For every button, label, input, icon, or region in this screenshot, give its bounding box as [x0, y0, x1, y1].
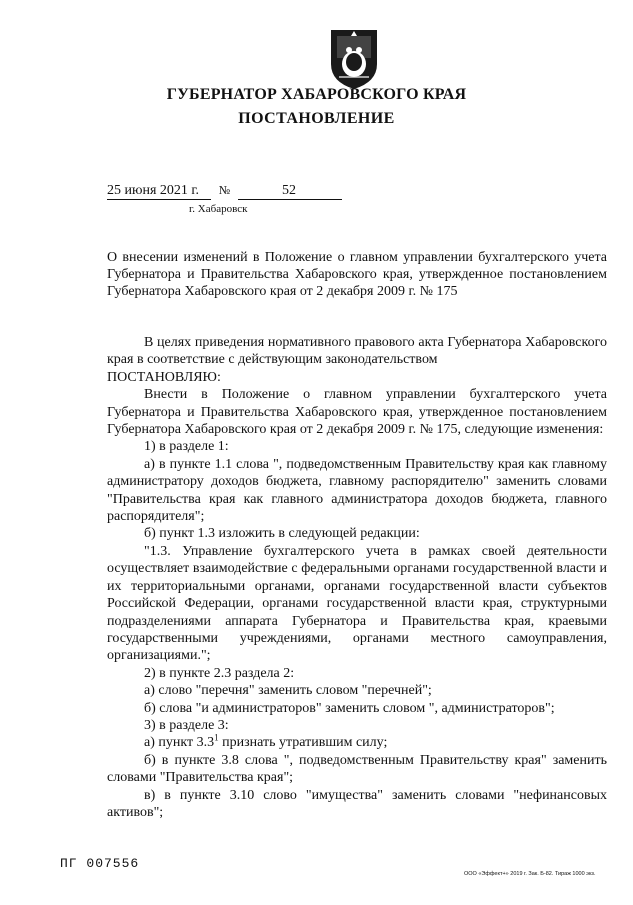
body-paragraph: а) слово "перечня" заменить словом "перечней";: [144, 683, 432, 699]
body-paragraph: б) в пункте 3.8 слова ", подведомственным Правительству края" заменить словами "Правительства края";: [107, 752, 607, 786]
form-code: ПГ 007556: [60, 856, 140, 871]
body-paragraph: б) пункт 1.3 изложить в следующей редакции:: [144, 526, 420, 542]
body-text: а) пункт 3.3: [144, 735, 215, 751]
document-date: 25 июня 2021 г.: [107, 183, 211, 200]
document-city: г. Хабаровск: [189, 203, 248, 215]
document-type: ПОСТАНОВЛЕНИЕ: [238, 110, 395, 127]
document-body: [107, 334, 607, 821]
registration-line: [107, 183, 342, 200]
document-number: 52: [238, 183, 342, 200]
body-paragraph: 2) в пункте 2.3 раздела 2:: [144, 665, 295, 681]
printer-info: ООО «Эффект+» 2019 г. Зак. Б-82. Тираж 1000 экз.: [464, 871, 596, 877]
body-paragraph: 1) в разделе 1:: [144, 439, 229, 455]
superscript: 1: [214, 732, 219, 743]
body-paragraph: в) в пункте 3.10 слово "имущества" заменить словами "нефинансовых активов";: [107, 787, 607, 820]
resolve-word: ПОСТАНОВЛЯЮ:: [107, 369, 221, 385]
number-label: №: [218, 183, 231, 197]
body-paragraph: [107, 734, 607, 751]
preamble-paragraph: В целях приведения нормативного правового акта Губернатора Хабаровского края в соответствие с действующим законодательством: [107, 335, 607, 368]
khabarovsk-coat-of-arms-icon: [329, 28, 379, 90]
body-text: признать утратившим силу;: [218, 735, 388, 751]
body-paragraph: Внести в Положение о главном управлении бухгалтерского учета Губернатора и Правительства Хабаровского края, утвержденное постановлением Губернатора Хабаровского края от 2 декабря 2009 г. № 175, следующие изменения:: [107, 387, 607, 438]
body-paragraph: 3) в разделе 3:: [144, 717, 229, 733]
body-paragraph: а) в пункте 1.1 слова ", подведомственным Правительству края как главному администратору доходов бюджета, главному распорядителю" заменить словами "Правительства края как главного администратора доходов бюджета, главного распорядителя";: [107, 456, 607, 525]
body-paragraph: б) слова "и администраторов" заменить словом ", администраторов";: [144, 700, 555, 716]
body-paragraph: "1.3. Управление бухгалтерского учета в рамках своей деятельности осуществляет взаимодействие с федеральными органами государственной власти и их территориальными органами, органами государственной власти субъектов Российской Федерации, органами государственной власти края, структурными подразделениями аппарата Губернатора и Правительства края, краевыми государственными учреждениями, органами местного самоуправления, организациями.";: [107, 543, 607, 664]
document-subject: О внесении изменений в Положение о главном управлении бухгалтерского учета Губернатора и Правительства Хабаровского края, утвержденное постановлением Губернатора Хабаровского края от 2 декабря 2009 г. № 175: [107, 250, 607, 299]
organization-title: ГУБЕРНАТОР ХАБАРОВСКОГО КРАЯ: [166, 86, 467, 103]
